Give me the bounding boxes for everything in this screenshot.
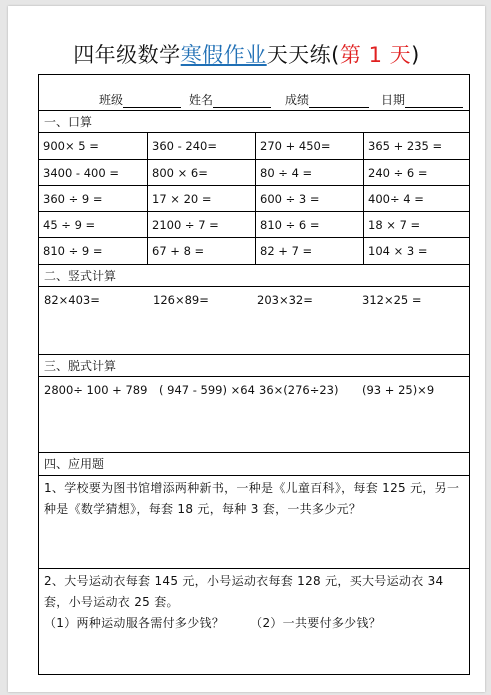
date-label: 日期 xyxy=(381,93,406,107)
oral-row xyxy=(39,238,469,265)
title-highlight: 寒假作业 xyxy=(180,43,267,67)
name-label: 姓名 xyxy=(189,93,214,107)
oral-cell: 360 ÷ 9 = xyxy=(43,191,103,206)
problem-2-subquestions xyxy=(44,613,463,634)
oral-cell: 800 × 6= xyxy=(147,160,255,185)
oral-cell: 600 ÷ 3 = xyxy=(255,186,363,211)
oral-cell: 810 ÷ 6 = xyxy=(255,212,363,237)
section-oral-header: 一、口算 xyxy=(39,111,469,133)
oral-cell: 365 + 235 = xyxy=(363,133,471,159)
mixed-item: ( 947 - 599) ×64 xyxy=(159,383,255,397)
oral-cell: 45 ÷ 9 = xyxy=(43,217,96,232)
oral-cell: 810 ÷ 9 = xyxy=(43,244,103,258)
vertical-item: 203×32= xyxy=(257,293,313,307)
oral-cell: 80 ÷ 4 = xyxy=(255,160,363,185)
oral-cell: 18 × 7 = xyxy=(363,212,471,237)
word-problem-1[interactable] xyxy=(39,476,469,569)
vertical-item: 82×403= xyxy=(44,293,100,307)
word-problem-2[interactable] xyxy=(39,569,469,675)
oral-cell: 2100 ÷ 7 = xyxy=(147,212,255,237)
section-vertical-header: 二、竖式计算 xyxy=(39,265,469,287)
score-label: 成绩 xyxy=(285,93,310,107)
oral-row xyxy=(39,212,469,238)
name-blank[interactable] xyxy=(213,94,271,108)
oral-cell: 82 + 7 = xyxy=(255,238,363,264)
mixed-calc-area[interactable] xyxy=(39,377,469,453)
problem-1-text: 1、学校要为图书馆增添两种新书，一种是《儿童百科》，每套 125 元，另一种是《数学猜想》，每套 18 元，每种 3 套，一共多少元？ xyxy=(44,481,460,516)
oral-cell: 900× 5 = xyxy=(43,139,99,153)
oral-cell: 360 - 240= xyxy=(147,133,255,159)
class-blank[interactable] xyxy=(123,94,181,108)
vertical-item: 312×25 = xyxy=(362,293,422,307)
oral-cell: 17 × 20 = xyxy=(147,186,255,211)
score-blank[interactable] xyxy=(309,94,369,108)
student-info-row xyxy=(39,75,469,111)
vertical-item: 126×89= xyxy=(153,293,209,307)
mixed-item: 36×(276÷23) xyxy=(259,383,339,397)
oral-row xyxy=(39,133,469,160)
oral-cell: 67 + 8 = xyxy=(147,238,255,264)
oral-row xyxy=(39,186,469,212)
problem-2-text: 2、大号运动衣每套 145 元，小号运动衣每套 128 元，买大号运动衣 34 套，小号运动衣 25 套。 xyxy=(44,574,444,609)
mixed-item: 2800÷ 100 + 789 xyxy=(44,383,148,397)
title-middle: 天天练( xyxy=(266,43,340,67)
score-field[interactable] xyxy=(285,91,369,108)
date-field[interactable] xyxy=(381,91,463,108)
worksheet-table xyxy=(38,74,470,675)
oral-cell: 270 + 450= xyxy=(255,133,363,159)
class-label: 班级 xyxy=(99,93,124,107)
page-title xyxy=(8,40,485,70)
oral-cell: 240 ÷ 6 = xyxy=(363,160,471,185)
oral-cell: 3400 - 400 = xyxy=(43,165,119,180)
title-day: 第 1 天 xyxy=(339,43,412,67)
section-mixed-header: 三、脱式计算 xyxy=(39,355,469,377)
title-prefix: 四年级数学 xyxy=(73,43,181,67)
title-suffix: ) xyxy=(411,43,420,67)
vertical-calc-area[interactable] xyxy=(39,287,469,355)
worksheet-page xyxy=(8,6,485,692)
name-field[interactable] xyxy=(189,91,271,108)
class-field[interactable] xyxy=(99,91,181,108)
oral-row xyxy=(39,160,469,186)
problem-2-sub2: （2）一共要付多少钱？ xyxy=(250,616,382,630)
section-application-header: 四、应用题 xyxy=(39,453,469,476)
date-blank[interactable] xyxy=(405,94,463,108)
mixed-item: (93 + 25)×9 xyxy=(362,383,435,397)
oral-cell: 400÷ 4 = xyxy=(363,186,471,211)
oral-cell: 104 × 3 = xyxy=(363,238,471,264)
problem-2-sub1: （1）两种运动服各需付多少钱？ xyxy=(44,616,225,630)
